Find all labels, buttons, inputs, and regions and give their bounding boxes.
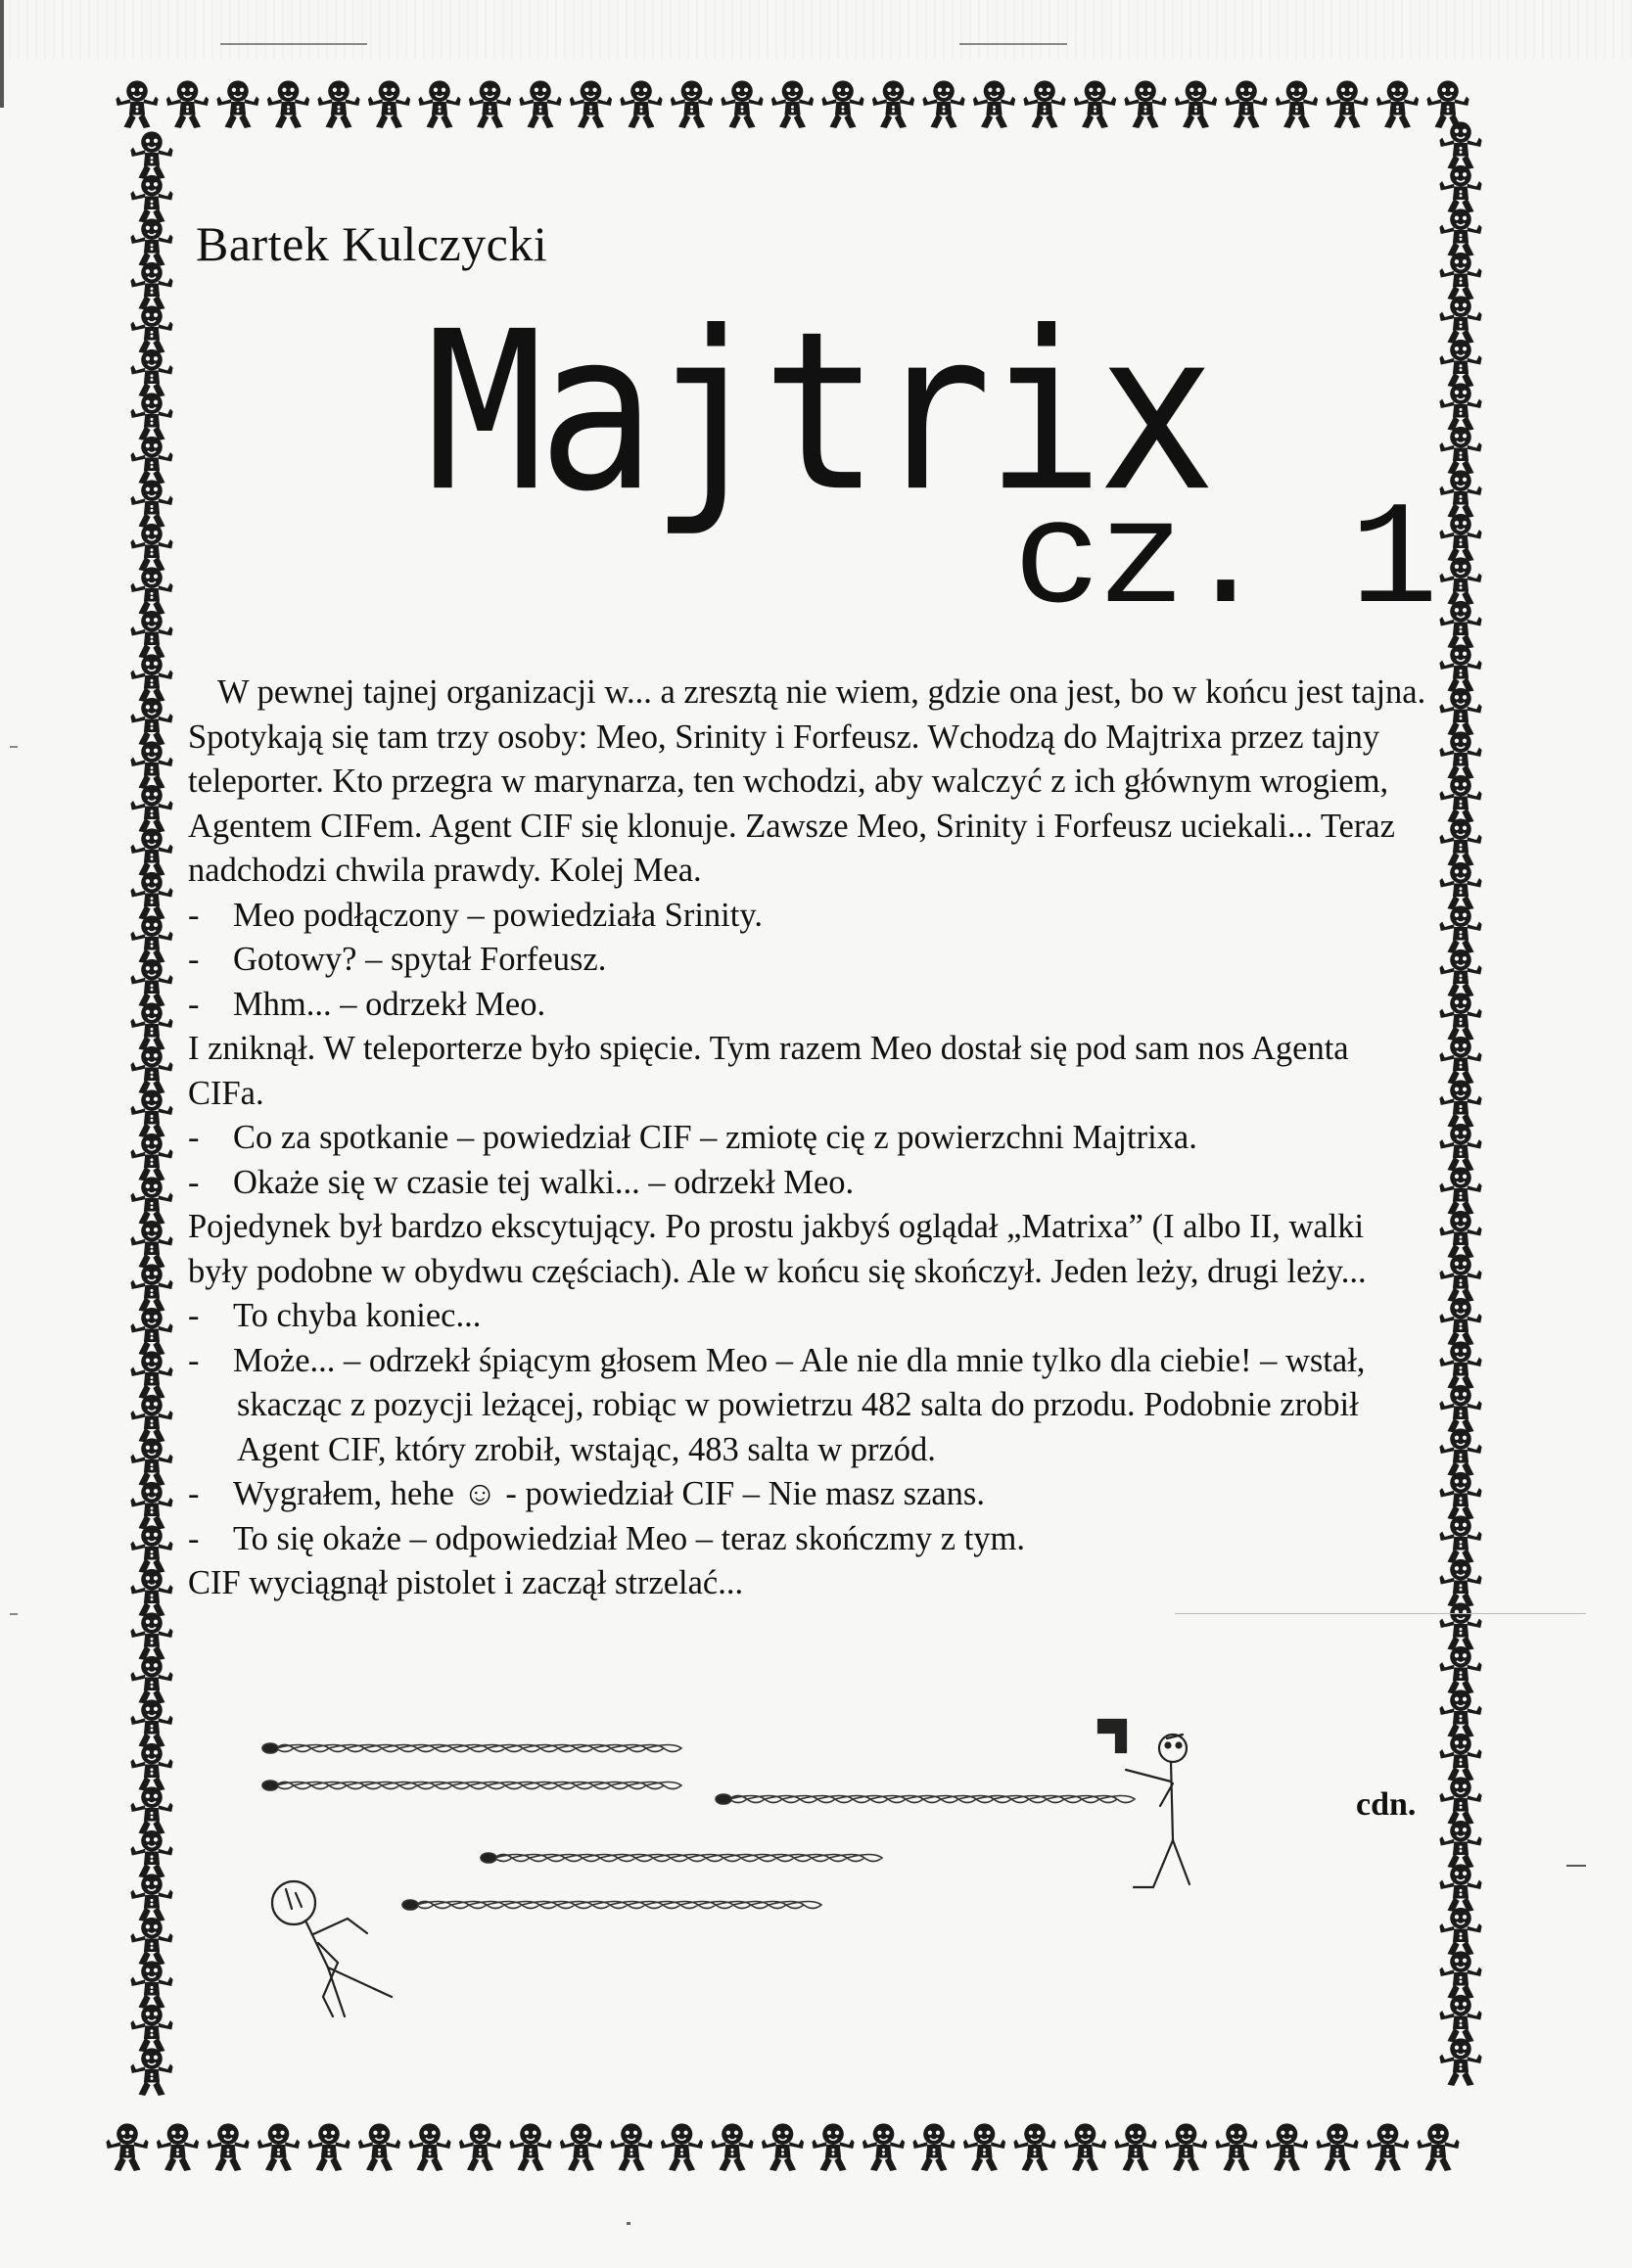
bullet-trail xyxy=(416,1902,821,1909)
story-paragraph: Pojedynek był bardzo ekscytujący. Po prostu jakbyś oglądał „Matrixa” (I albo II, walki były podobne w obydwu częściach). Ale w końcu się skończył. Jeden leży, drugi leży... xyxy=(188,1208,1367,1290)
story-paragraph: CIF wyciągnął pistolet i zaczął strzelać... xyxy=(188,1564,744,1601)
bullet-trail xyxy=(729,1796,1135,1803)
bullet-trail xyxy=(494,1855,882,1862)
margin-mark xyxy=(10,746,18,748)
story-paragraph: I zniknął. W teleporterze było spięcie. Tym razem Meo dostał się pod sam nos Agenta CIFa. xyxy=(188,1030,1349,1112)
margin-mark xyxy=(1566,1865,1586,1867)
margin-mark xyxy=(1175,1613,1586,1614)
bullet-icon xyxy=(481,1853,496,1863)
scan-dot xyxy=(627,2222,630,2225)
dialogue-line: - Gotowy? – spytał Forfeusz. xyxy=(188,941,607,978)
bullet-icon xyxy=(262,1743,278,1753)
dialogue-line: - To chyba koniec... xyxy=(188,1297,482,1334)
dialogue-line: - To się okaże – odpowiedział Meo – teraz skończmy z tym. xyxy=(188,1519,1026,1557)
story-title: Majtrix xyxy=(426,284,1210,540)
dialogue-line: - Co za spotkanie – powiedział CIF – zmiotę cię z powierzchni Majtrixa. xyxy=(188,1119,1197,1156)
dialogue-line: - Mhm... – odrzekł Meo. xyxy=(188,985,546,1023)
dialogue-line: - Może... – odrzekł śpiącym głosem Meo – Ale nie dla mnie tylko dla ciebie! – wstał, skacząc z pozycji leżącej, robiąc w powietrzu 482 salta do przodu. Podobnie zrobił Agent CIF, który zrobił, wstając, 483 salta w przód. xyxy=(188,1341,1366,1468)
story-paragraph: W pewnej tajnej organizacji w... a zresztą nie wiem, gdzie ona jest, bo w końcu jest tajna. Spotykają się tam trzy osoby: Meo, Srinity i Forfeusz. Wchodzą do Majtrixa przez tajny teleporter. Kto przegra w marynarza, ten wchodzi, aby walczyć z ich głównym wrogiem, Agentem CIFem. Agent CIF się klonuje. Zawsze Meo, Srinity i Forfeusz uciekali... Teraz nadchodzi chwila prawdy. Kolej Mea. xyxy=(188,673,1426,889)
bullet-icon xyxy=(402,1900,418,1910)
dialogue-line: - Meo podłączony – powiedziała Srinity. xyxy=(188,896,763,934)
margin-mark xyxy=(10,1613,18,1615)
bullet-icon xyxy=(716,1794,731,1804)
story-part: cz. 1 xyxy=(1013,480,1435,646)
bullet-icon xyxy=(262,1781,278,1790)
continued-label: cdn. xyxy=(1356,1786,1417,1823)
dialogue-line: - Okaże się w czasie tej walki... – odrzekł Meo. xyxy=(188,1163,855,1201)
author-name: Bartek Kulczycki xyxy=(196,216,548,271)
dialogue-line: - Wygrałem, hehe ☺ - powiedział CIF – Nie masz szans. xyxy=(188,1475,985,1512)
bullet-trail xyxy=(276,1745,681,1752)
bullet-trail xyxy=(276,1782,681,1789)
